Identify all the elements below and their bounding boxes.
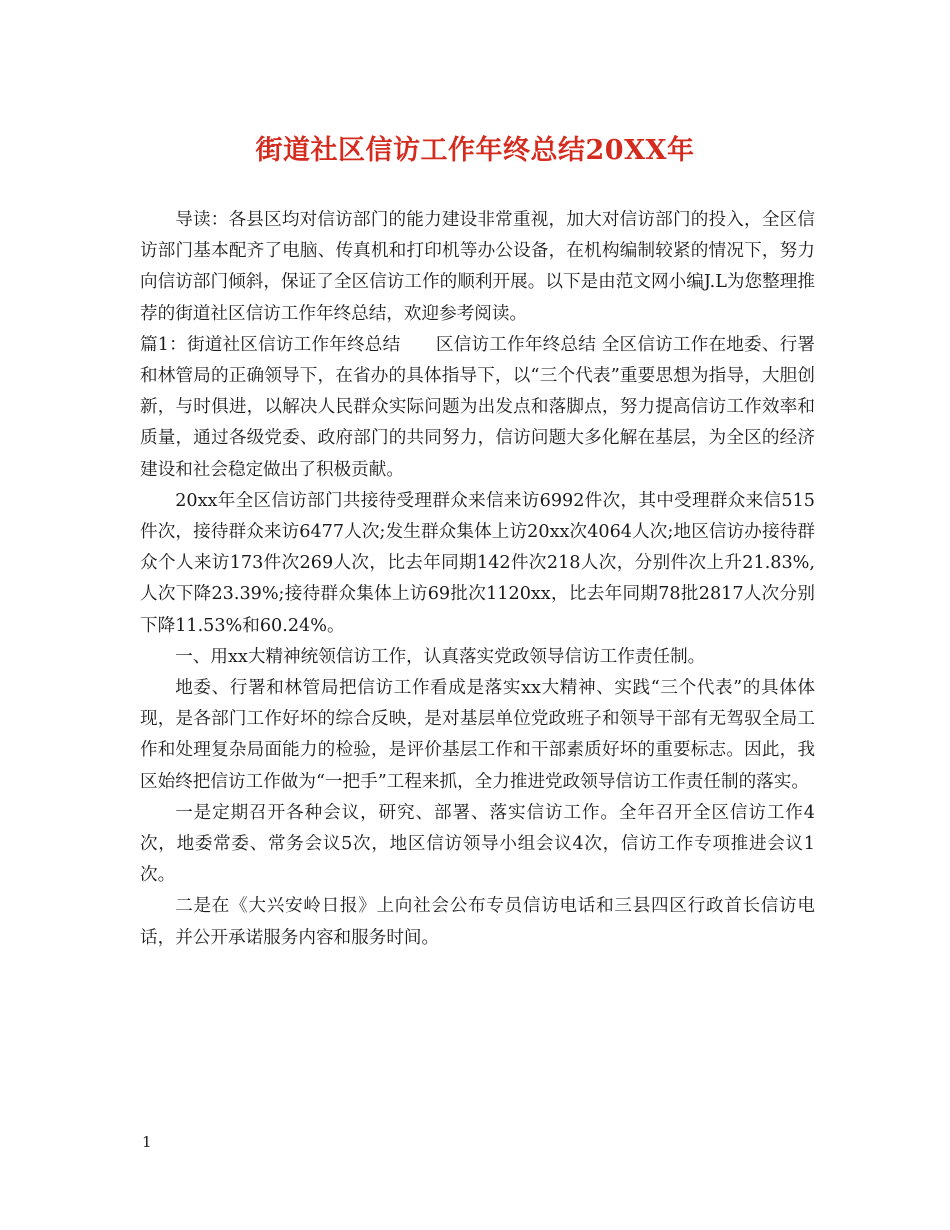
document-body: [140, 205, 815, 954]
paragraph-heading-1: 一、用xx大精神统领信访工作，认真落实党政领导信访工作责任制。: [175, 646, 706, 667]
paragraph-leadership: 地委、行署和林管局把信访工作看成是落实xx大精神、实践“三个代表”的具体体现，是各部门工作好坏的综合反映，是对基层单位党政班子和领导干部有无驾驭全局工作和处理复杂局面能力的检验，是评价基层工作和干部素质好坏的重要标志。因此，我区始终把信访工作做为“一把手”工程来抓，全力推进党政领导信访工作责任制的落实。: [140, 678, 815, 792]
paragraph-statistics: 20xx年全区信访部门共接待受理群众来信来访6992件次，其中受理群众来信515件次，接待群众来访6477人次;发生群众集体上访20xx次4064人次;地区信访办接待群众个人来访173件次269人次，比去年同期142件次218人次，分别件次上升21.83%,人次下降23.39%;接待群众集体上访69批次1120xx，比去年同期78批2817人次分别下降11.53%和60.24%。: [140, 490, 815, 636]
paragraph-intro: 导读：各县区均对信访部门的能力建设非常重视，加大对信访部门的投入，全区信访部门基本配齐了电脑、传真机和打印机等办公设备，在机构编制较紧的情况下，努力向信访部门倾斜，保证了全区信访工作的顺利开展。以下是由范文网小编J.L为您整理推荐的街道社区信访工作年终总结，欢迎参考阅读。: [140, 210, 815, 324]
document-title: 街道社区信访工作年终总结20XX年: [255, 135, 695, 166]
paragraph-section-1: 篇1：街道社区信访工作年终总结 区信访工作年终总结 全区信访工作在地委、行署和林管局的正确领导下，在省办的具体指导下，以“三个代表”重要思想为指导，大胆创新，与时俱进，以解决人民群众实际问题为出发点和落脚点，努力提高信访工作效率和质量，通过各级党委、政府部门的共同努力，信访问题大多化解在基层，为全区的经济建设和社会稳定做出了积极贡献。: [140, 334, 815, 480]
paragraph-meetings: 一是定期召开各种会议，研究、部署、落实信访工作。全年召开全区信访工作4次，地委常委、常务会议5次，地区信访领导小组会议4次，信访工作专项推进会议1次。: [140, 802, 815, 886]
paragraph-hotline: 二是在《大兴安岭日报》上向社会公布专员信访电话和三县四区行政首长信访电话，并公开承诺服务内容和服务时间。: [140, 896, 815, 948]
page-number: 1: [142, 1133, 152, 1151]
